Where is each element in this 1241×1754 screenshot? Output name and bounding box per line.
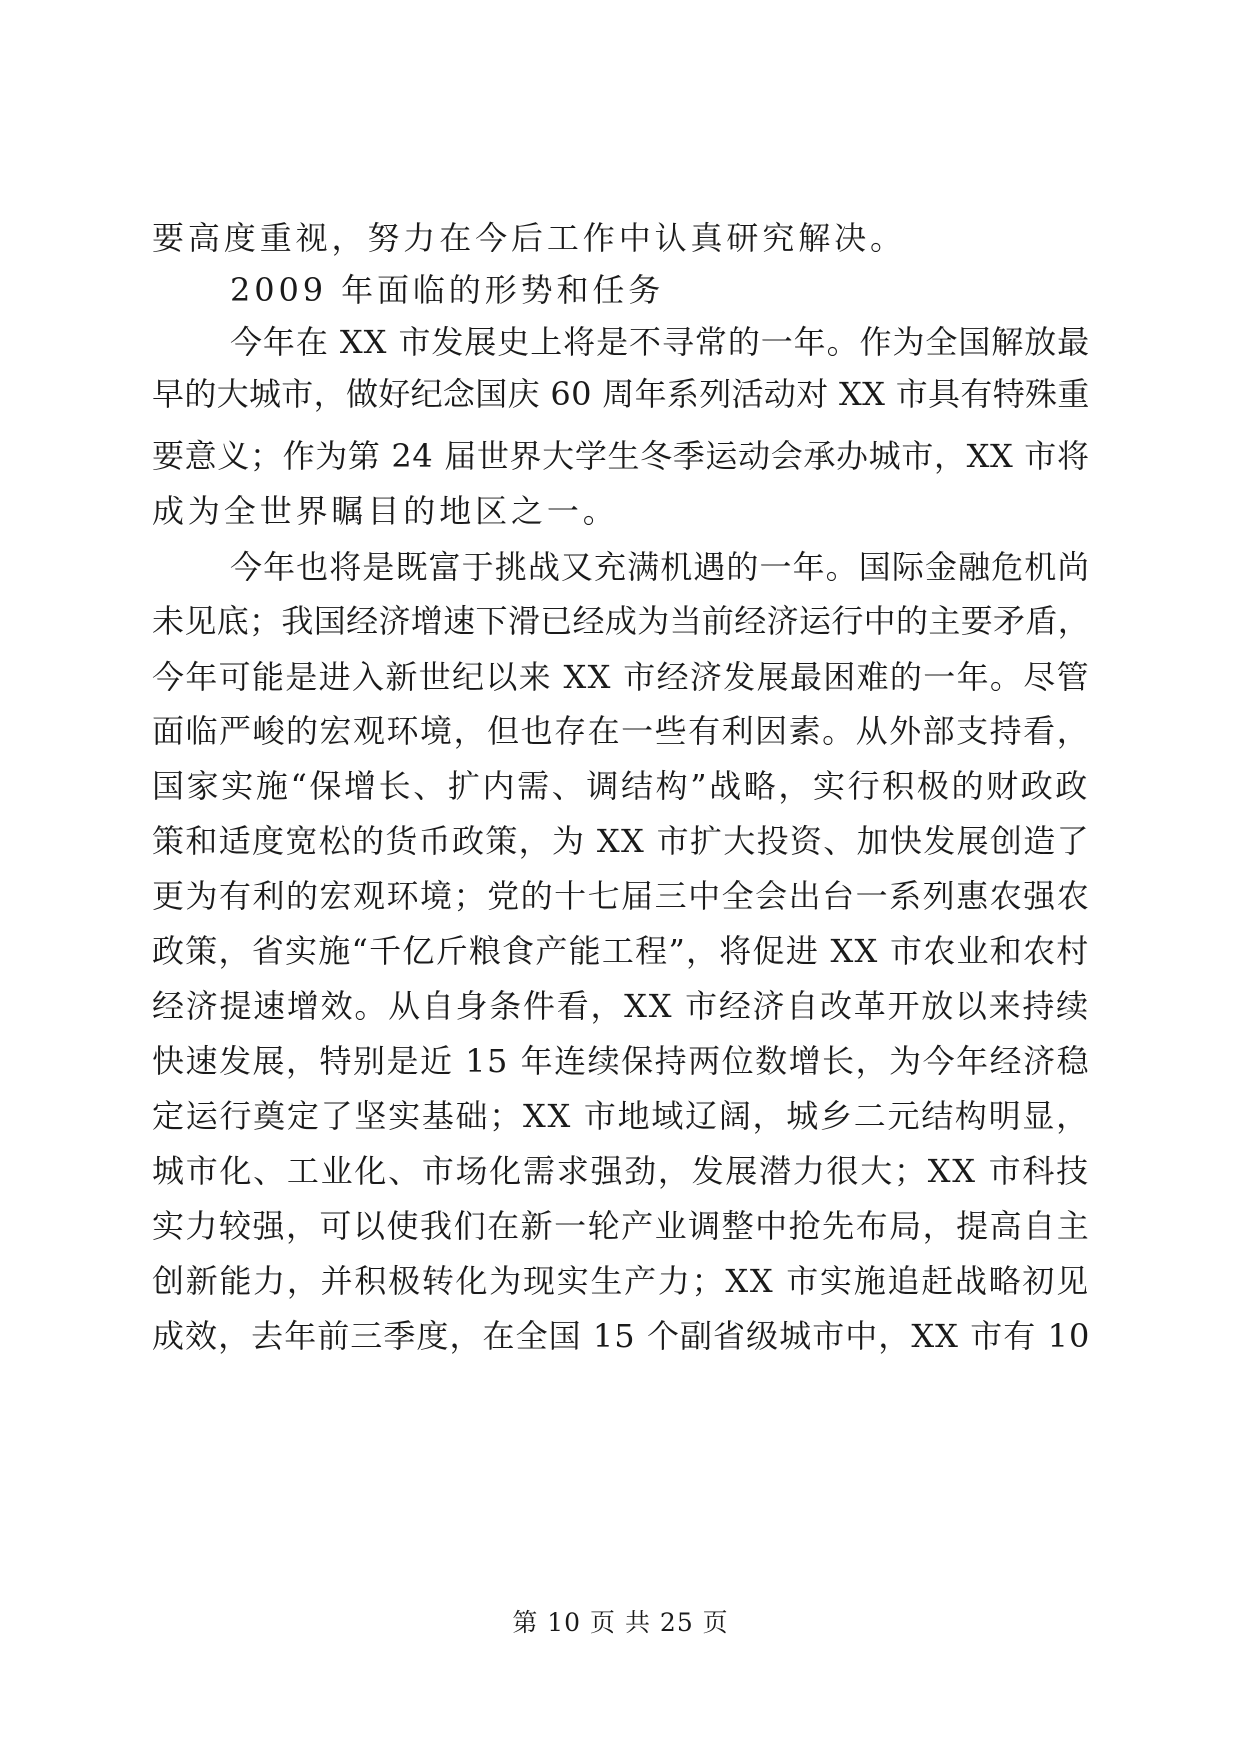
text-line-13: 更为有利的宏观环境；党的十七届三中全会出台一系列惠农强农 bbox=[152, 877, 1091, 915]
text-line-18: 城市化、工业化、市场化需求强劲，发展潜力很大；XX 市科技 bbox=[152, 1152, 1090, 1190]
text-line-15: 经济提速增效。从自身条件看，XX 市经济自改革开放以来持续 bbox=[152, 987, 1090, 1025]
text-line-7: 今年也将是既富于挑战又充满机遇的一年。国际金融危机尚 bbox=[230, 548, 1091, 586]
text-line-3: 今年在 XX 市发展史上将是不寻常的一年。作为全国解放最 bbox=[230, 323, 1091, 361]
text-line-19: 实力较强，可以使我们在新一轮产业调整中抢先布局，提高自主 bbox=[152, 1207, 1091, 1245]
text-line-17: 定运行奠定了坚实基础；XX 市地域辽阔，城乡二元结构明显， bbox=[152, 1097, 1090, 1135]
text-line-9: 今年可能是进入新世纪以来 XX 市经济发展最困难的一年。尽管 bbox=[152, 658, 1090, 696]
text-line-11: 国家实施“保增长、扩内需、调结构”战略，实行积极的财政政 bbox=[152, 767, 1090, 805]
text-line-1: 要高度重视，努力在今后工作中认真研究解决。 bbox=[152, 219, 906, 257]
text-line-20: 创新能力，并积极转化为现实生产力；XX 市实施追赶战略初见 bbox=[152, 1262, 1090, 1300]
section-heading: 2009 年面临的形势和任务 bbox=[230, 271, 665, 309]
text-line-8: 未见底；我国经济增速下滑已经成为当前经济运行中的主要矛盾， bbox=[152, 602, 1091, 640]
text-line-5: 要意义；作为第 24 届世界大学生冬季运动会承办城市，XX 市将 bbox=[152, 437, 1090, 475]
text-line-4: 早的大城市，做好纪念国庆 60 周年系列活动对 XX 市具有特殊重 bbox=[152, 375, 1090, 413]
page-number-footer: 第 10 页 共 25 页 bbox=[512, 1608, 729, 1637]
text-line-6: 成为全世界瞩目的地区之一。 bbox=[152, 492, 619, 530]
text-line-12: 策和适度宽松的货币政策，为 XX 市扩大投资、加快发展创造了 bbox=[152, 822, 1090, 860]
text-line-10: 面临严峻的宏观环境，但也存在一些有利因素。从外部支持看， bbox=[152, 712, 1091, 750]
text-line-21: 成效，去年前三季度，在全国 15 个副省级城市中，XX 市有 10 bbox=[152, 1317, 1091, 1355]
text-line-14: 政策，省实施“千亿斤粮食产能工程”，将促进 XX 市农业和农村 bbox=[152, 932, 1090, 970]
text-line-16: 快速发展，特别是近 15 年连续保持两位数增长，为今年经济稳 bbox=[152, 1042, 1091, 1080]
